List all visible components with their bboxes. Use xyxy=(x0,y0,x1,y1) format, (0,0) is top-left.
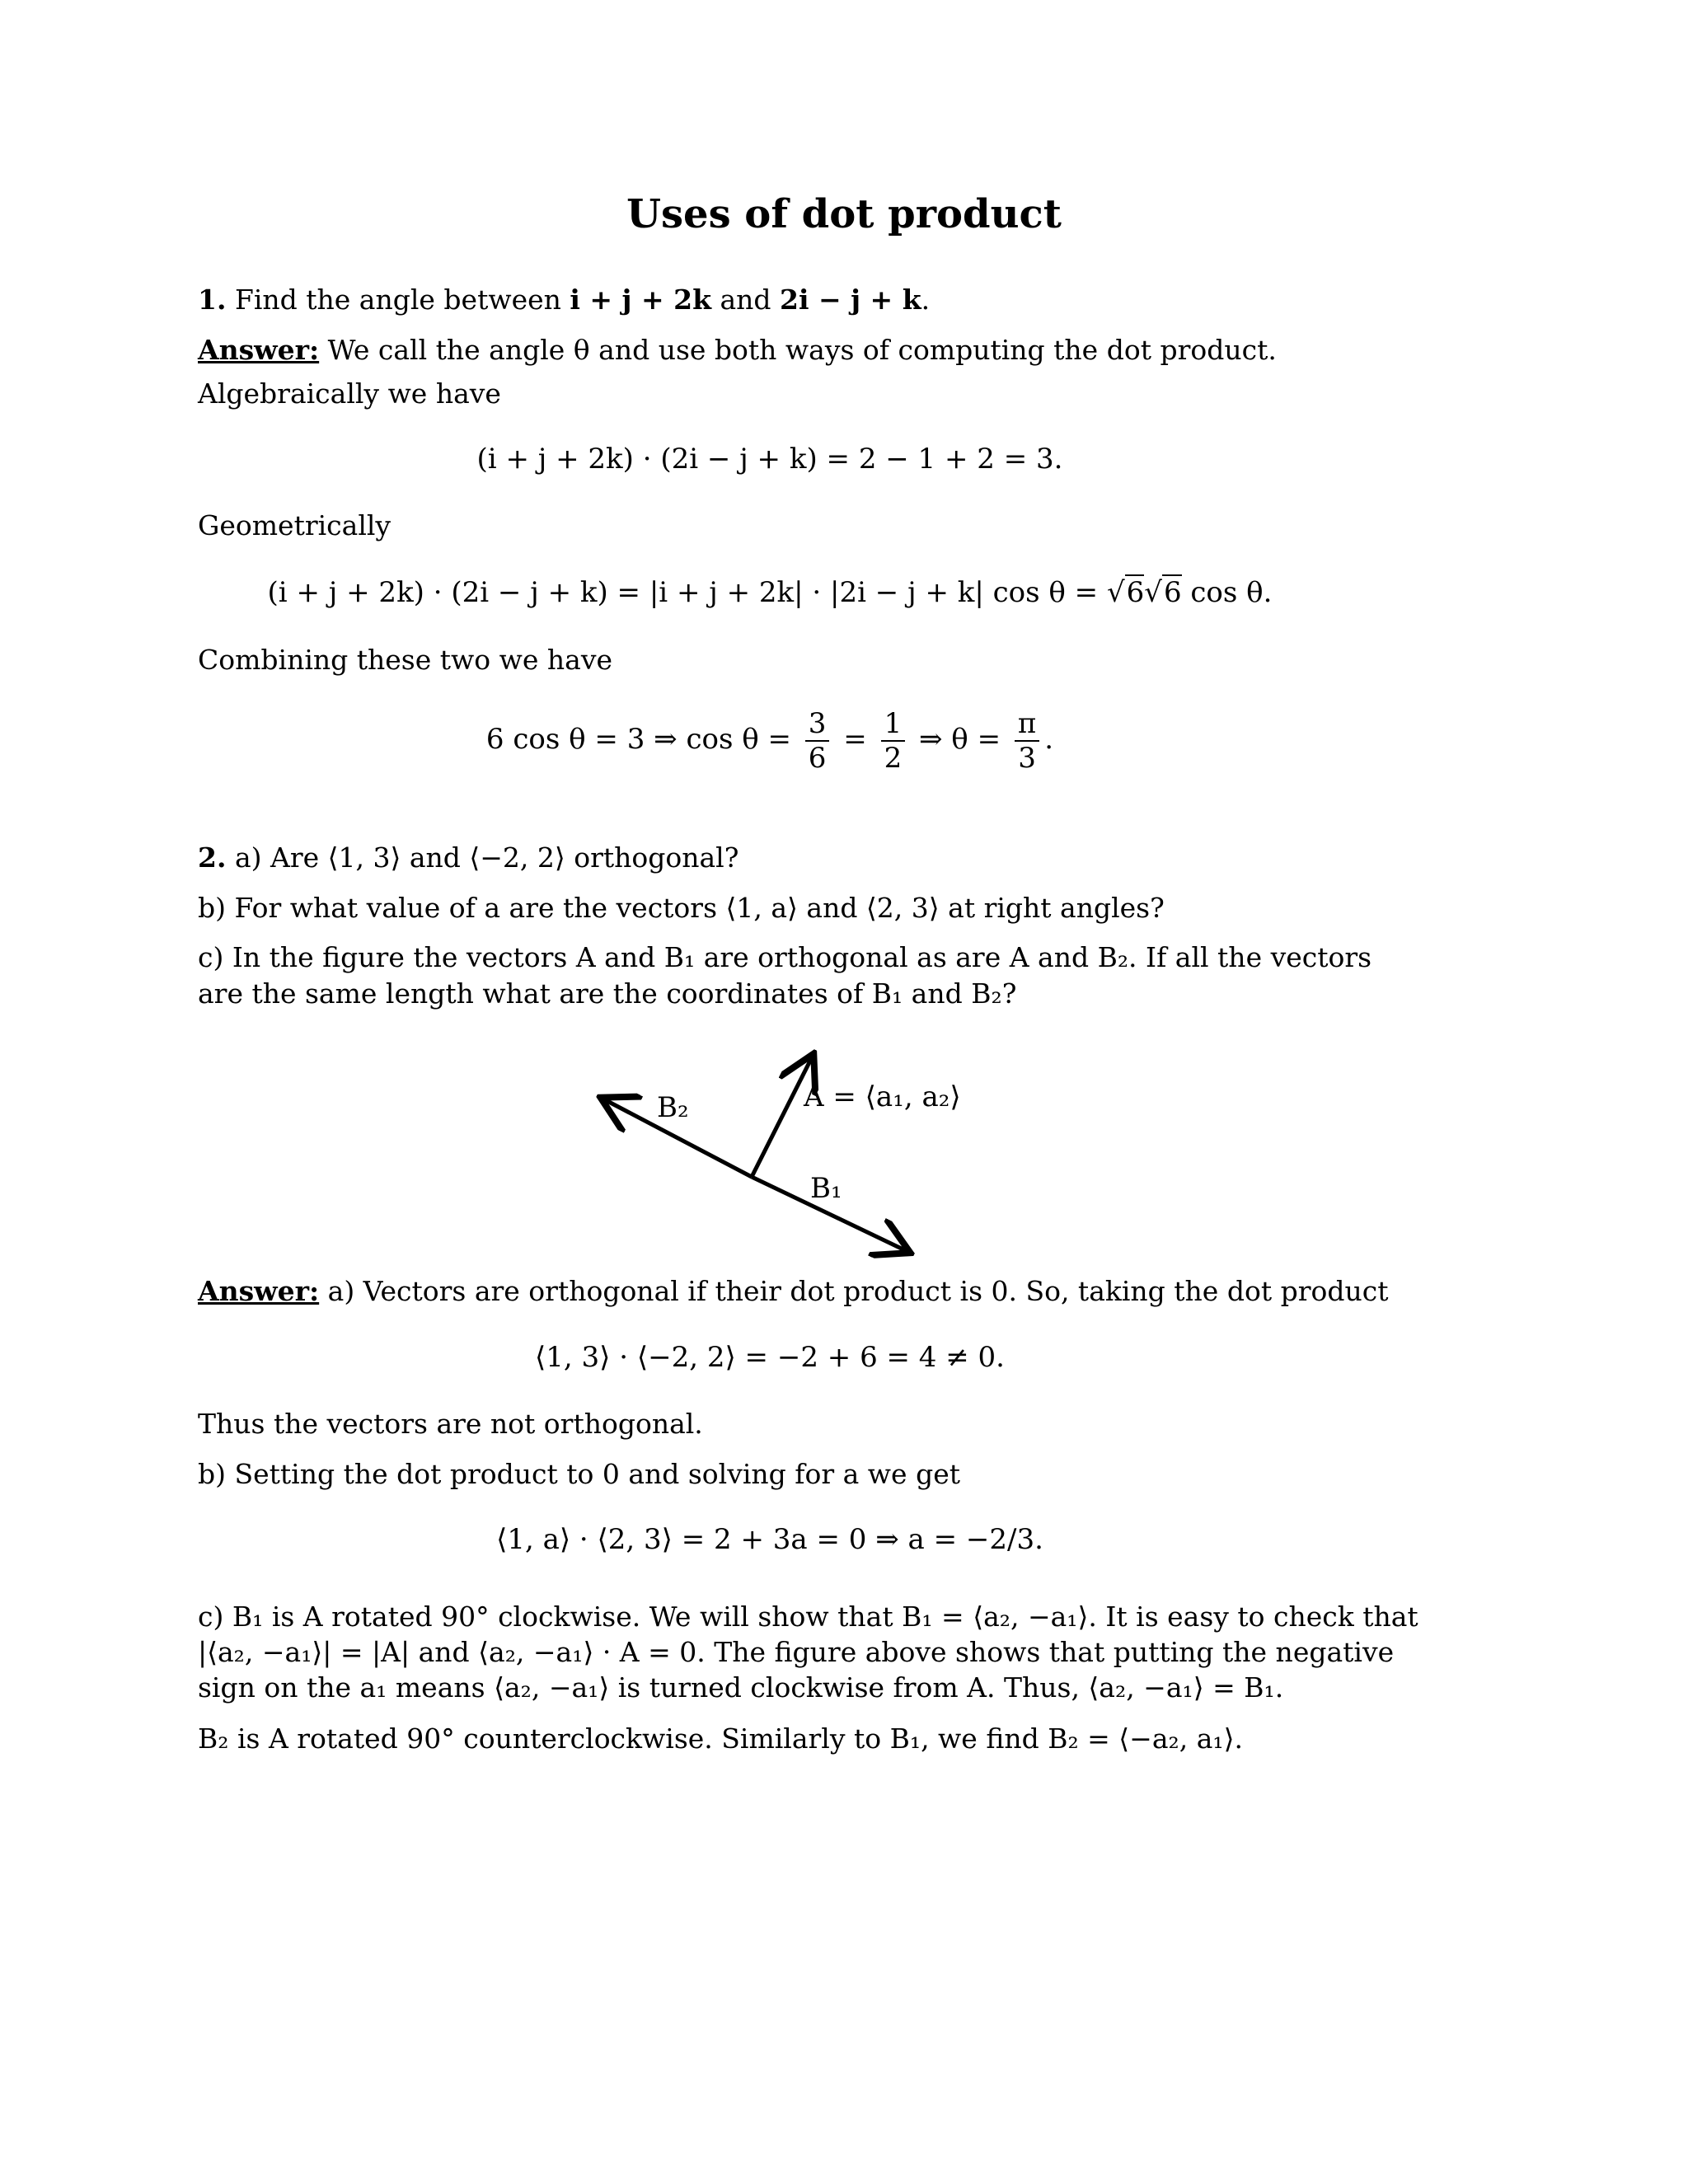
answer-c-line-3: sign on the a₁ means ⟨a₂, −a₁⟩ is turned clockwise from A. Thus, ⟨a₂, −a₁⟩ = B₁. xyxy=(198,1671,1284,1704)
sqrt-6-first: 6 xyxy=(1126,576,1145,609)
answer-label: Answer: xyxy=(198,1275,320,1307)
problem-2-question-b: b) For what value of a are the vectors ⟨1, a⟩ and ⟨2, 3⟩ at right angles? xyxy=(198,892,1165,924)
equation-geometric-end: cos θ. xyxy=(1181,576,1273,609)
problem-1-vector-1: i + j + 2k xyxy=(570,284,711,316)
conclusion-part-a: Thus the vectors are not orthogonal. xyxy=(198,1408,703,1440)
label-vector-B2: B₂ xyxy=(657,1091,689,1124)
problem-2-answer-a-text: a) Vectors are orthogonal if their dot product is 0. So, taking the dot product xyxy=(319,1275,1389,1307)
answer-c-line-2: |⟨a₂, −a₁⟩| = |A| and ⟨a₂, −a₁⟩ · A = 0. The figure above shows that putting the negative xyxy=(198,1636,1395,1668)
label-vector-B1: B₁ xyxy=(810,1172,842,1205)
fraction-numerator: 3 xyxy=(805,707,830,742)
combining-intro: Combining these two we have xyxy=(198,644,612,676)
page-title: Uses of dot product xyxy=(626,191,1062,237)
equation-combined-end: . xyxy=(1044,723,1054,756)
problem-1-question-pre: Find the angle between xyxy=(226,284,570,316)
equation-part-b: ⟨1, a⟩ · ⟨2, 3⟩ = 2 + 3a = 0 ⇒ a = −2/3. xyxy=(496,1523,1043,1556)
problem-1-question-end: . xyxy=(921,284,931,316)
vector-A-arrow xyxy=(752,1057,812,1177)
fraction-denominator: 6 xyxy=(808,742,827,775)
equation-geometric-left: (i + j + 2k) · (2i − j + k) = |i + j + 2k| · |2i − j + k| cos θ = √ xyxy=(267,576,1125,609)
algebraic-intro: Algebraically we have xyxy=(198,377,501,410)
sqrt-6-second: 6 xyxy=(1163,576,1182,609)
fraction-numerator: 1 xyxy=(881,707,906,742)
fraction-denominator: 3 xyxy=(1018,742,1036,775)
fraction-numerator: π xyxy=(1015,707,1039,742)
problem-1-number: 1. xyxy=(198,284,227,316)
fraction-denominator: 2 xyxy=(884,742,903,775)
label-vector-A: A = ⟨a₁, a₂⟩ xyxy=(804,1080,961,1113)
equation-algebraic: (i + j + 2k) · (2i − j + k) = 2 − 1 + 2 = 3. xyxy=(476,443,1063,476)
answer-c-line-4: B₂ is A rotated 90° counterclockwise. Similarly to B₁, we find B₂ = ⟨−a₂, a₁⟩. xyxy=(198,1722,1243,1755)
problem-1-question-mid: and xyxy=(710,284,780,316)
problem-1-vector-2: 2i − j + k xyxy=(780,284,921,316)
geometric-intro: Geometrically xyxy=(198,509,392,541)
problem-2-answer-b: b) Setting the dot product to 0 and solving for a we get xyxy=(198,1458,960,1490)
problem-2-question-a: a) Are ⟨1, 3⟩ and ⟨−2, 2⟩ orthogonal? xyxy=(226,841,739,874)
equals-sign: = xyxy=(843,723,867,756)
problem-1-answer-text: We call the angle θ and use both ways of computing the dot product. xyxy=(319,334,1277,366)
sqrt-symbol: √ xyxy=(1144,576,1162,609)
equation-combined-mid: ⇒ θ = xyxy=(919,723,1001,756)
problem-2-question-c-line-1: c) In the figure the vectors A and B₁ are orthogonal as are A and B₂. If all the vectors xyxy=(198,941,1372,973)
problem-2-question-c-line-2: are the same length what are the coordinates of B₁ and B₂? xyxy=(198,977,1017,1010)
problem-2-number: 2. xyxy=(198,841,227,874)
answer-label: Answer: xyxy=(198,334,320,366)
problem-2-answer-a xyxy=(198,1273,1389,1310)
equation-part-a: ⟨1, 3⟩ · ⟨−2, 2⟩ = −2 + 6 = 4 ≠ 0. xyxy=(535,1341,1005,1374)
equation-combined-left: 6 cos θ = 3 ⇒ cos θ = xyxy=(485,723,791,756)
answer-c-line-1: c) B₁ is A rotated 90° clockwise. We will show that B₁ = ⟨a₂, −a₁⟩. It is easy to check that xyxy=(198,1601,1418,1633)
